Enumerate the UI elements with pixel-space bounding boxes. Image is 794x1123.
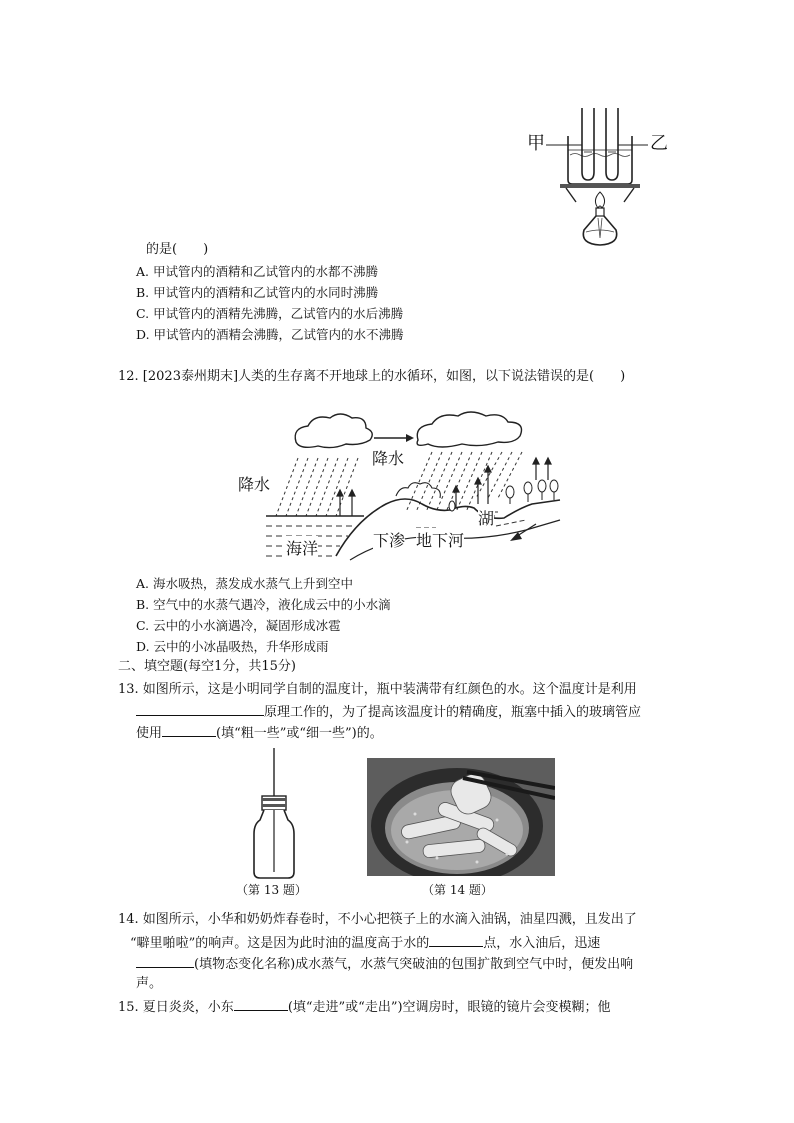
q14-line1: 14. 如图所示，小华和奶奶炸春卷时，不小心把筷子上的水滴入油锅，油星四溅，且发出了 [118, 912, 637, 927]
q14-line3-after: (填物态变化名称)成水蒸气，水蒸气突破油的包围扩散到空气中时，便发出响 [194, 957, 634, 972]
q11-stem-tail: 的是( ) [146, 242, 209, 257]
q13-line2 [136, 701, 641, 723]
q12-label-seep: 下渗 [373, 528, 405, 551]
q13-blank-2[interactable] [162, 722, 216, 737]
q14-blank-1[interactable] [429, 932, 483, 947]
q12-options [136, 574, 391, 658]
q15-blank-1[interactable] [234, 996, 288, 1011]
q13-blank-1[interactable] [136, 701, 264, 716]
q14-line4: 声。 [136, 976, 163, 991]
q13-caption: （第 13 题） [236, 883, 307, 897]
q13-line3-before: 使用 [136, 726, 163, 741]
q14-line2 [130, 932, 600, 954]
q11-label-yi: 乙 [650, 133, 668, 154]
q13-bottle-figure [248, 746, 300, 882]
q14-blank-2[interactable] [136, 953, 194, 968]
q15-line1-before: 15. 夏日炎炎，小东 [118, 1000, 234, 1015]
q11-label-jia: 甲 [527, 133, 545, 154]
q12-label-rain-left: 降水 [238, 475, 271, 494]
q11-option-b[interactable]: B. 甲试管内的酒精和乙试管内的水同时沸腾 [136, 285, 379, 300]
q11-option-c[interactable]: C. 甲试管内的酒精先沸腾，乙试管内的水后沸腾 [136, 306, 404, 321]
q14-line2-before: “噼里啪啦”的响声。这是因为此时油的温度高于水的 [130, 936, 430, 951]
q12-stem: 12. [2023泰州期末]人类的生存离不开地球上的水循环，如图，以下说法错误的是( ) [118, 369, 626, 384]
q14-line3 [136, 953, 633, 975]
q12-label-ocean: 海洋 [286, 536, 318, 559]
q11-option-d[interactable]: D. 甲试管内的酒精会沸腾，乙试管内的水不沸腾 [136, 327, 404, 342]
q13-line1: 13. 如图所示，这是小明同学自制的温度计，瓶中装满带有红颜色的水。这个温度计是利用 [118, 682, 637, 697]
q12-option-c[interactable]: C. 云中的小水滴遇冷，凝固形成冰雹 [136, 618, 341, 633]
q12-label-rain-right: 降水 [372, 446, 404, 469]
q11-options [136, 262, 404, 346]
q11-option-a[interactable]: A. 甲试管内的酒精和乙试管内的水都不沸腾 [136, 264, 378, 279]
q15-line1-after: (填“走进”或“走出”)空调房时，眼镜的镜片会变模糊；他 [287, 1000, 611, 1015]
q12-option-a[interactable]: A. 海水吸热，蒸发成水蒸气上升到空中 [136, 576, 353, 591]
q12-option-d[interactable]: D. 云中的小冰晶吸热，升华形成雨 [136, 639, 329, 654]
q11-apparatus-figure [520, 100, 680, 250]
q13-line2-text: 原理工作的，为了提高该温度计的精确度，瓶塞中插入的玻璃管应 [264, 705, 642, 720]
q13-line3-after: (填“粗一些”或“细一些”)的。 [216, 726, 383, 741]
q14-caption: （第 14 题） [422, 883, 493, 897]
section-heading: 二、填空题(每空1分，共15分) [118, 659, 296, 674]
q14-frying-photo [367, 758, 555, 876]
q12-option-b[interactable]: B. 空气中的水蒸气遇冷，液化成云中的小水滴 [136, 597, 391, 612]
q12-label-underground-river: 地下河 [416, 528, 464, 551]
q14-line2-after: 点，水入油后，迅速 [483, 936, 601, 951]
q12-label-lake: 湖 [478, 506, 494, 529]
q15-line1 [118, 996, 611, 1018]
q13-line3 [136, 722, 383, 744]
